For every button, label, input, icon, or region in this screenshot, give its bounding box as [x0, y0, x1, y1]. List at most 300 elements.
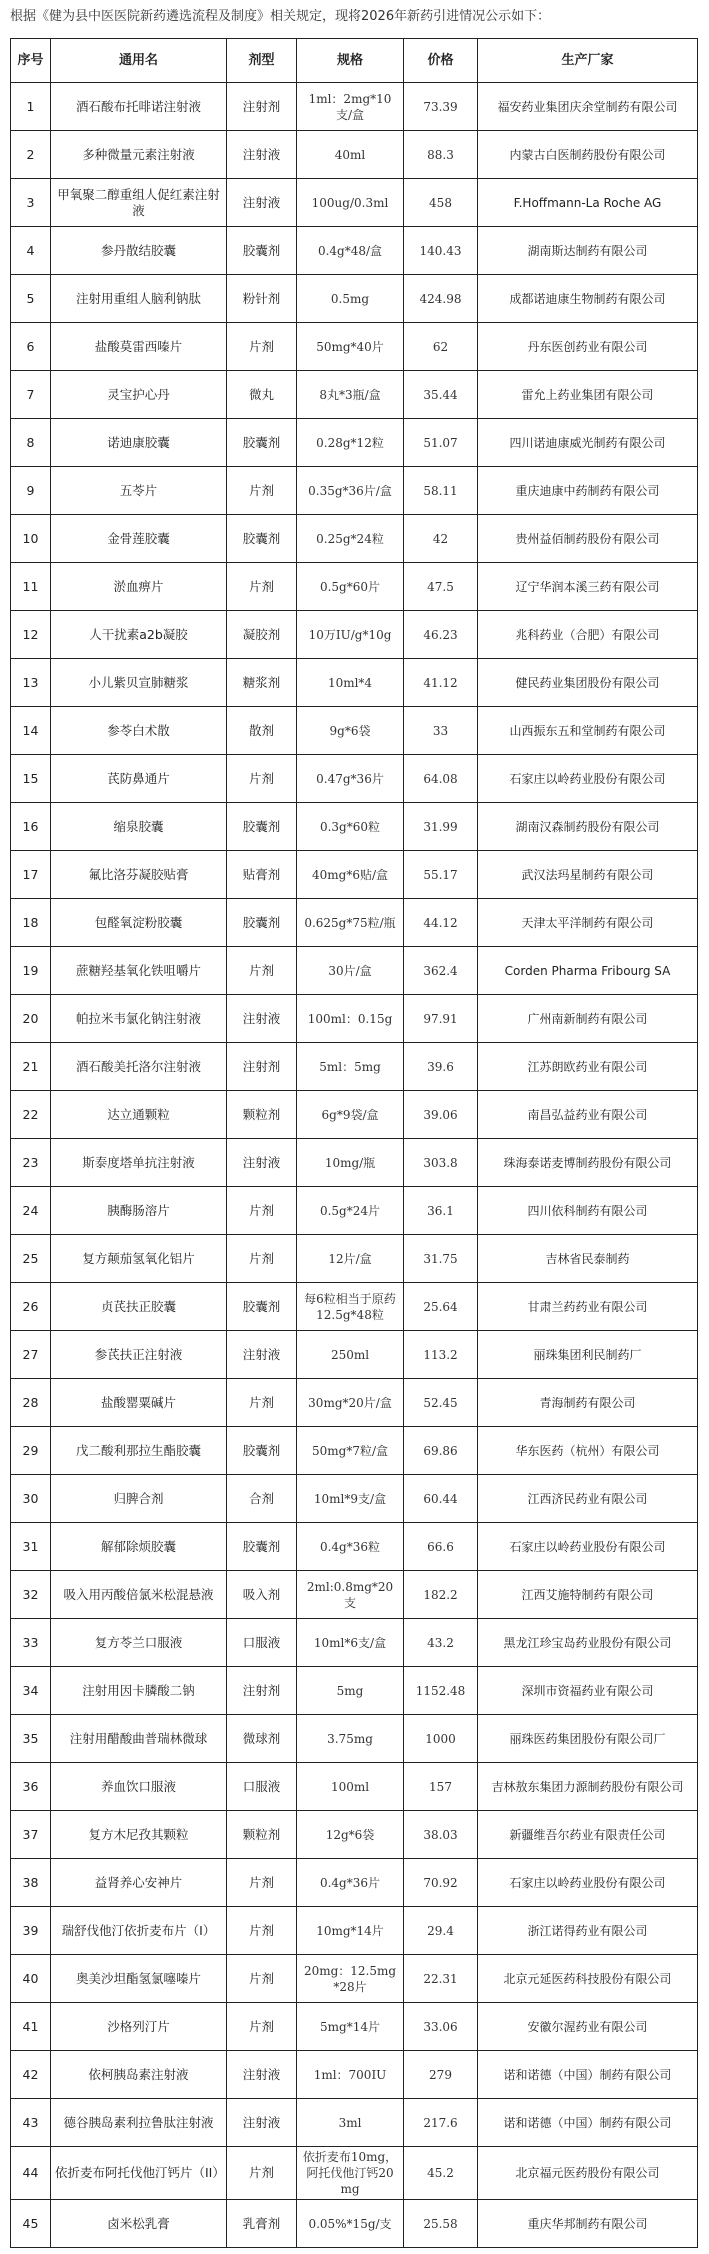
manufacturer-cell: 石家庄以岭药业股份有限公司 — [478, 1523, 698, 1571]
specification-cell: 6g*9袋/盒 — [297, 1091, 404, 1139]
manufacturer-cell: 武汉法玛星制药有限公司 — [478, 851, 698, 899]
specification-cell: 0.5mg — [297, 275, 404, 323]
price-cell: 60.44 — [404, 1475, 478, 1523]
manufacturer-cell: 广州南新制药有限公司 — [478, 995, 698, 1043]
row-index-cell: 18 — [11, 899, 51, 947]
dosage-form-cell: 片剂 — [227, 323, 297, 371]
dosage-form-cell: 注射剂 — [227, 1667, 297, 1715]
row-index-cell: 8 — [11, 419, 51, 467]
table-row — [11, 707, 698, 755]
table-row — [11, 2099, 698, 2147]
price-cell: 279 — [404, 2051, 478, 2099]
row-index-cell: 41 — [11, 2003, 51, 2051]
manufacturer-cell: 成都诺迪康生物制药有限公司 — [478, 275, 698, 323]
table-row — [11, 275, 698, 323]
specification-cell: 10ml*4 — [297, 659, 404, 707]
row-index-cell: 43 — [11, 2099, 51, 2147]
row-index-cell: 30 — [11, 1475, 51, 1523]
table-row — [11, 1043, 698, 1091]
table-row — [11, 1331, 698, 1379]
table-row — [11, 899, 698, 947]
drug-name-cell: 德谷胰岛素利拉鲁肽注射液 — [51, 2099, 227, 2147]
price-cell: 62 — [404, 323, 478, 371]
row-index-cell: 1 — [11, 83, 51, 131]
table-row — [11, 515, 698, 563]
specification-cell: 12片/盒 — [297, 1235, 404, 1283]
manufacturer-cell: 新疆维吾尔药业有限责任公司 — [478, 1811, 698, 1859]
manufacturer-cell: 重庆华邦制药有限公司 — [478, 2200, 698, 2248]
dosage-form-cell: 片剂 — [227, 947, 297, 995]
manufacturer-cell: 内蒙古白医制药股份有限公司 — [478, 131, 698, 179]
specification-cell: 0.5g*24片 — [297, 1187, 404, 1235]
table-row — [11, 1427, 698, 1475]
price-cell: 55.17 — [404, 851, 478, 899]
specification-cell: 20mg：12.5mg*28片 — [297, 1955, 404, 2003]
specification-cell: 1ml：2mg*10支/盒 — [297, 83, 404, 131]
specification-cell: 100ug/0.3ml — [297, 179, 404, 227]
table-row — [11, 803, 698, 851]
price-cell: 424.98 — [404, 275, 478, 323]
col-header-form: 剂型 — [227, 39, 297, 83]
drug-name-cell: 淤血痹片 — [51, 563, 227, 611]
dosage-form-cell: 注射液 — [227, 2099, 297, 2147]
price-cell: 46.23 — [404, 611, 478, 659]
drug-name-cell: 金骨莲胶囊 — [51, 515, 227, 563]
row-index-cell: 14 — [11, 707, 51, 755]
row-index-cell: 44 — [11, 2147, 51, 2200]
drug-name-cell: 戊二酸利那拉生酯胶囊 — [51, 1427, 227, 1475]
price-cell: 36.1 — [404, 1187, 478, 1235]
specification-cell: 0.05%*15g/支 — [297, 2200, 404, 2248]
row-index-cell: 15 — [11, 755, 51, 803]
table-row — [11, 1187, 698, 1235]
specification-cell: 250ml — [297, 1331, 404, 1379]
price-cell: 113.2 — [404, 1331, 478, 1379]
dosage-form-cell: 注射液 — [227, 1331, 297, 1379]
manufacturer-cell: 贵州益佰制药股份有限公司 — [478, 515, 698, 563]
drug-name-cell: 依柯胰岛素注射液 — [51, 2051, 227, 2099]
price-cell: 25.58 — [404, 2200, 478, 2248]
table-header-row — [11, 39, 698, 83]
manufacturer-cell: Corden Pharma Fribourg SA — [478, 947, 698, 995]
dosage-form-cell: 颗粒剂 — [227, 1091, 297, 1139]
drug-name-cell: 盐酸罂粟碱片 — [51, 1379, 227, 1427]
drug-name-cell: 灵宝护心丹 — [51, 371, 227, 419]
col-header-spec: 规格 — [297, 39, 404, 83]
manufacturer-cell: 青海制药有限公司 — [478, 1379, 698, 1427]
table-row — [11, 1091, 698, 1139]
dosage-form-cell: 注射液 — [227, 1139, 297, 1187]
drug-name-cell: 注射用因卡膦酸二钠 — [51, 1667, 227, 1715]
manufacturer-cell: 华东医药（杭州）有限公司 — [478, 1427, 698, 1475]
row-index-cell: 16 — [11, 803, 51, 851]
specification-cell: 5mg — [297, 1667, 404, 1715]
specification-cell: 12g*6袋 — [297, 1811, 404, 1859]
drug-name-cell: 人干扰素a2b凝胶 — [51, 611, 227, 659]
drug-name-cell: 芪防鼻通片 — [51, 755, 227, 803]
specification-cell: 40mg*6贴/盒 — [297, 851, 404, 899]
table-row — [11, 227, 698, 275]
table-row — [11, 371, 698, 419]
col-header-maker: 生产厂家 — [478, 39, 698, 83]
manufacturer-cell: 北京元延医药科技股份有限公司 — [478, 1955, 698, 2003]
new-drug-table — [10, 38, 698, 2248]
specification-cell: 40ml — [297, 131, 404, 179]
dosage-form-cell: 片剂 — [227, 2147, 297, 2200]
drug-name-cell: 吸入用丙酸倍氯米松混悬液 — [51, 1571, 227, 1619]
specification-cell: 30片/盒 — [297, 947, 404, 995]
drug-name-cell: 卤米松乳膏 — [51, 2200, 227, 2248]
row-index-cell: 6 — [11, 323, 51, 371]
specification-cell: 5ml：5mg — [297, 1043, 404, 1091]
row-index-cell: 17 — [11, 851, 51, 899]
manufacturer-cell: 江苏朗欧药业有限公司 — [478, 1043, 698, 1091]
specification-cell: 2ml:0.8mg*20支 — [297, 1571, 404, 1619]
manufacturer-cell: 四川诺迪康威光制药有限公司 — [478, 419, 698, 467]
drug-name-cell: 益肾养心安神片 — [51, 1859, 227, 1907]
dosage-form-cell: 片剂 — [227, 1955, 297, 2003]
table-row — [11, 1379, 698, 1427]
price-cell: 88.3 — [404, 131, 478, 179]
row-index-cell: 27 — [11, 1331, 51, 1379]
drug-name-cell: 五苓片 — [51, 467, 227, 515]
price-cell: 70.92 — [404, 1859, 478, 1907]
drug-name-cell: 参芪扶正注射液 — [51, 1331, 227, 1379]
specification-cell: 50mg*7粒/盒 — [297, 1427, 404, 1475]
dosage-form-cell: 注射液 — [227, 131, 297, 179]
manufacturer-cell: 南昌弘益药业有限公司 — [478, 1091, 698, 1139]
manufacturer-cell: 天津太平洋制药有限公司 — [478, 899, 698, 947]
specification-cell: 10mg*14片 — [297, 1907, 404, 1955]
row-index-cell: 23 — [11, 1139, 51, 1187]
row-index-cell: 45 — [11, 2200, 51, 2248]
dosage-form-cell: 胶囊剂 — [227, 227, 297, 275]
dosage-form-cell: 注射剂 — [227, 1043, 297, 1091]
table-row — [11, 179, 698, 227]
price-cell: 97.91 — [404, 995, 478, 1043]
price-cell: 42 — [404, 515, 478, 563]
manufacturer-cell: 辽宁华润本溪三药有限公司 — [478, 563, 698, 611]
row-index-cell: 13 — [11, 659, 51, 707]
drug-name-cell: 甲氧聚二醇重组人促红素注射液 — [51, 179, 227, 227]
table-row — [11, 467, 698, 515]
specification-cell: 0.4g*36粒 — [297, 1523, 404, 1571]
manufacturer-cell: 雷允上药业集团有限公司 — [478, 371, 698, 419]
price-cell: 43.2 — [404, 1619, 478, 1667]
table-row — [11, 2003, 698, 2051]
row-index-cell: 42 — [11, 2051, 51, 2099]
price-cell: 39.6 — [404, 1043, 478, 1091]
drug-name-cell: 解郁除烦胶囊 — [51, 1523, 227, 1571]
dosage-form-cell: 注射液 — [227, 995, 297, 1043]
row-index-cell: 21 — [11, 1043, 51, 1091]
drug-name-cell: 胰酶肠溶片 — [51, 1187, 227, 1235]
dosage-form-cell: 片剂 — [227, 1235, 297, 1283]
price-cell: 458 — [404, 179, 478, 227]
table-row — [11, 131, 698, 179]
row-index-cell: 24 — [11, 1187, 51, 1235]
announcement-intro: 根据《健为县中医医院新药遴选流程及制度》相关规定，现将2026年新药引进情况公示如下： — [10, 9, 551, 24]
dosage-form-cell: 胶囊剂 — [227, 1427, 297, 1475]
manufacturer-cell: 珠海泰诺麦博制药股份有限公司 — [478, 1139, 698, 1187]
table-row — [11, 611, 698, 659]
dosage-form-cell: 胶囊剂 — [227, 515, 297, 563]
drug-name-cell: 酒石酸布托啡诺注射液 — [51, 83, 227, 131]
price-cell: 29.4 — [404, 1907, 478, 1955]
price-cell: 51.07 — [404, 419, 478, 467]
manufacturer-cell: 北京福元医药股份有限公司 — [478, 2147, 698, 2200]
drug-name-cell: 包醛氧淀粉胶囊 — [51, 899, 227, 947]
table-row — [11, 419, 698, 467]
manufacturer-cell: 重庆迪康中药制药有限公司 — [478, 467, 698, 515]
specification-cell: 0.5g*60片 — [297, 563, 404, 611]
price-cell: 362.4 — [404, 947, 478, 995]
drug-name-cell: 奥美沙坦酯氢氯噻嗪片 — [51, 1955, 227, 2003]
specification-cell: 0.4g*48/盒 — [297, 227, 404, 275]
drug-name-cell: 小儿紫贝宣肺糖浆 — [51, 659, 227, 707]
specification-cell: 0.4g*36片 — [297, 1859, 404, 1907]
manufacturer-cell: 吉林省民泰制药 — [478, 1235, 698, 1283]
row-index-cell: 26 — [11, 1283, 51, 1331]
manufacturer-cell: F.Hoffmann-La Roche AG — [478, 179, 698, 227]
dosage-form-cell: 片剂 — [227, 563, 297, 611]
dosage-form-cell: 片剂 — [227, 755, 297, 803]
specification-cell: 1ml：700IU — [297, 2051, 404, 2099]
row-index-cell: 32 — [11, 1571, 51, 1619]
row-index-cell: 19 — [11, 947, 51, 995]
dosage-form-cell: 散剂 — [227, 707, 297, 755]
dosage-form-cell: 糖浆剂 — [227, 659, 297, 707]
dosage-form-cell: 片剂 — [227, 467, 297, 515]
row-index-cell: 34 — [11, 1667, 51, 1715]
drug-name-cell: 缩泉胶囊 — [51, 803, 227, 851]
drug-name-cell: 酒石酸美托洛尔注射液 — [51, 1043, 227, 1091]
manufacturer-cell: 湖南汉森制药股份有限公司 — [478, 803, 698, 851]
drug-name-cell: 复方颠茄氢氧化铝片 — [51, 1235, 227, 1283]
dosage-form-cell: 胶囊剂 — [227, 419, 297, 467]
price-cell: 35.44 — [404, 371, 478, 419]
price-cell: 45.2 — [404, 2147, 478, 2200]
row-index-cell: 25 — [11, 1235, 51, 1283]
row-index-cell: 36 — [11, 1763, 51, 1811]
drug-name-cell: 参苓白术散 — [51, 707, 227, 755]
table-row — [11, 2147, 698, 2200]
col-header-price: 价格 — [404, 39, 478, 83]
manufacturer-cell: 江西济民药业有限公司 — [478, 1475, 698, 1523]
manufacturer-cell: 吉林敖东集团力源制药股份有限公司 — [478, 1763, 698, 1811]
specification-cell: 每6粒相当于原药12.5g*48粒 — [297, 1283, 404, 1331]
col-header-index: 序号 — [11, 39, 51, 83]
table-row — [11, 2200, 698, 2248]
table-row — [11, 1475, 698, 1523]
drug-name-cell: 诺迪康胶囊 — [51, 419, 227, 467]
drug-name-cell: 达立通颗粒 — [51, 1091, 227, 1139]
table-row — [11, 755, 698, 803]
price-cell: 22.31 — [404, 1955, 478, 2003]
price-cell: 58.11 — [404, 467, 478, 515]
manufacturer-cell: 健民药业集团股份有限公司 — [478, 659, 698, 707]
price-cell: 52.45 — [404, 1379, 478, 1427]
table-row — [11, 947, 698, 995]
manufacturer-cell: 湖南斯达制药有限公司 — [478, 227, 698, 275]
specification-cell: 5mg*14片 — [297, 2003, 404, 2051]
dosage-form-cell: 片剂 — [227, 1379, 297, 1427]
row-index-cell: 40 — [11, 1955, 51, 2003]
price-cell: 33 — [404, 707, 478, 755]
drug-name-cell: 斯泰度塔单抗注射液 — [51, 1139, 227, 1187]
drug-name-cell: 瑞舒伐他汀依折麦布片（I） — [51, 1907, 227, 1955]
specification-cell: 0.47g*36片 — [297, 755, 404, 803]
table-row — [11, 1763, 698, 1811]
specification-cell: 10ml*6支/盒 — [297, 1619, 404, 1667]
manufacturer-cell: 丽珠集团利民制药厂 — [478, 1331, 698, 1379]
manufacturer-cell: 甘肃兰药药业有限公司 — [478, 1283, 698, 1331]
dosage-form-cell: 吸入剂 — [227, 1571, 297, 1619]
manufacturer-cell: 安徽尔渥药业有限公司 — [478, 2003, 698, 2051]
specification-cell: 10万IU/g*10g — [297, 611, 404, 659]
dosage-form-cell: 胶囊剂 — [227, 1283, 297, 1331]
manufacturer-cell: 四川依科制药有限公司 — [478, 1187, 698, 1235]
manufacturer-cell: 石家庄以岭药业股份有限公司 — [478, 1859, 698, 1907]
dosage-form-cell: 合剂 — [227, 1475, 297, 1523]
manufacturer-cell: 山西振东五和堂制药有限公司 — [478, 707, 698, 755]
row-index-cell: 3 — [11, 179, 51, 227]
dosage-form-cell: 注射液 — [227, 179, 297, 227]
table-row — [11, 1139, 698, 1187]
price-cell: 31.75 — [404, 1235, 478, 1283]
price-cell: 303.8 — [404, 1139, 478, 1187]
specification-cell: 50mg*40片 — [297, 323, 404, 371]
col-header-name: 通用名 — [51, 39, 227, 83]
drug-name-cell: 盐酸莫雷西嗪片 — [51, 323, 227, 371]
price-cell: 39.06 — [404, 1091, 478, 1139]
manufacturer-cell: 石家庄以岭药业股份有限公司 — [478, 755, 698, 803]
row-index-cell: 5 — [11, 275, 51, 323]
price-cell: 31.99 — [404, 803, 478, 851]
drug-name-cell: 贞芪扶正胶囊 — [51, 1283, 227, 1331]
price-cell: 38.03 — [404, 1811, 478, 1859]
dosage-form-cell: 贴膏剂 — [227, 851, 297, 899]
price-cell: 66.6 — [404, 1523, 478, 1571]
table-row — [11, 323, 698, 371]
row-index-cell: 20 — [11, 995, 51, 1043]
row-index-cell: 22 — [11, 1091, 51, 1139]
row-index-cell: 2 — [11, 131, 51, 179]
specification-cell: 10ml*9支/盒 — [297, 1475, 404, 1523]
table-row — [11, 563, 698, 611]
row-index-cell: 9 — [11, 467, 51, 515]
specification-cell: 8丸*3瓶/盒 — [297, 371, 404, 419]
dosage-form-cell: 注射剂 — [227, 83, 297, 131]
dosage-form-cell: 片剂 — [227, 1907, 297, 1955]
row-index-cell: 11 — [11, 563, 51, 611]
price-cell: 182.2 — [404, 1571, 478, 1619]
dosage-form-cell: 凝胶剂 — [227, 611, 297, 659]
table-row — [11, 1571, 698, 1619]
row-index-cell: 10 — [11, 515, 51, 563]
specification-cell: 100ml：0.15g — [297, 995, 404, 1043]
dosage-form-cell: 胶囊剂 — [227, 803, 297, 851]
drug-name-cell: 蔗糖羟基氧化铁咀嚼片 — [51, 947, 227, 995]
manufacturer-cell: 黑龙江珍宝岛药业股份有限公司 — [478, 1619, 698, 1667]
specification-cell: 0.35g*36片/盒 — [297, 467, 404, 515]
table-row — [11, 659, 698, 707]
specification-cell: 3ml — [297, 2099, 404, 2147]
row-index-cell: 7 — [11, 371, 51, 419]
table-row — [11, 1955, 698, 2003]
row-index-cell: 35 — [11, 1715, 51, 1763]
row-index-cell: 39 — [11, 1907, 51, 1955]
table-row — [11, 2051, 698, 2099]
drug-name-cell: 注射用醋酸曲普瑞林微球 — [51, 1715, 227, 1763]
manufacturer-cell: 丹东医创药业有限公司 — [478, 323, 698, 371]
drug-name-cell: 氟比洛芬凝胶贴膏 — [51, 851, 227, 899]
manufacturer-cell: 福安药业集团庆余堂制药有限公司 — [478, 83, 698, 131]
table-row — [11, 1523, 698, 1571]
specification-cell: 0.625g*75粒/瓶 — [297, 899, 404, 947]
price-cell: 1000 — [404, 1715, 478, 1763]
manufacturer-cell: 浙江诺得药业有限公司 — [478, 1907, 698, 1955]
price-cell: 47.5 — [404, 563, 478, 611]
price-cell: 217.6 — [404, 2099, 478, 2147]
table-row — [11, 1715, 698, 1763]
dosage-form-cell: 片剂 — [227, 1187, 297, 1235]
row-index-cell: 31 — [11, 1523, 51, 1571]
specification-cell: 0.3g*60粒 — [297, 803, 404, 851]
specification-cell: 0.28g*12粒 — [297, 419, 404, 467]
dosage-form-cell: 颗粒剂 — [227, 1811, 297, 1859]
price-cell: 25.64 — [404, 1283, 478, 1331]
specification-cell: 10mg/瓶 — [297, 1139, 404, 1187]
drug-name-cell: 依折麦布阿托伐他汀钙片（II） — [51, 2147, 227, 2200]
table-body — [11, 83, 698, 2248]
drug-name-cell: 沙格列汀片 — [51, 2003, 227, 2051]
dosage-form-cell: 乳膏剂 — [227, 2200, 297, 2248]
table-row — [11, 851, 698, 899]
dosage-form-cell: 口服液 — [227, 1619, 297, 1667]
specification-cell: 100ml — [297, 1763, 404, 1811]
drug-name-cell: 多种微量元素注射液 — [51, 131, 227, 179]
manufacturer-cell: 深圳市资福药业有限公司 — [478, 1667, 698, 1715]
specification-cell: 依折麦布10mg，阿托伐他汀钙20mg — [297, 2147, 404, 2200]
price-cell: 1152.48 — [404, 1667, 478, 1715]
specification-cell: 3.75mg — [297, 1715, 404, 1763]
table-row — [11, 995, 698, 1043]
price-cell: 64.08 — [404, 755, 478, 803]
row-index-cell: 28 — [11, 1379, 51, 1427]
manufacturer-cell: 江西艾施特制药有限公司 — [478, 1571, 698, 1619]
drug-name-cell: 复方木尼孜其颗粒 — [51, 1811, 227, 1859]
drug-name-cell: 养血饮口服液 — [51, 1763, 227, 1811]
dosage-form-cell: 微球剂 — [227, 1715, 297, 1763]
price-cell: 33.06 — [404, 2003, 478, 2051]
dosage-form-cell: 口服液 — [227, 1763, 297, 1811]
specification-cell: 9g*6袋 — [297, 707, 404, 755]
row-index-cell: 37 — [11, 1811, 51, 1859]
drug-name-cell: 参丹散结胶囊 — [51, 227, 227, 275]
drug-name-cell: 注射用重组人脑利钠肽 — [51, 275, 227, 323]
dosage-form-cell: 粉针剂 — [227, 275, 297, 323]
row-index-cell: 12 — [11, 611, 51, 659]
price-cell: 44.12 — [404, 899, 478, 947]
table-row — [11, 1907, 698, 1955]
row-index-cell: 4 — [11, 227, 51, 275]
specification-cell: 30mg*20片/盒 — [297, 1379, 404, 1427]
table-row — [11, 83, 698, 131]
table-row — [11, 1667, 698, 1715]
price-cell: 157 — [404, 1763, 478, 1811]
dosage-form-cell: 微丸 — [227, 371, 297, 419]
